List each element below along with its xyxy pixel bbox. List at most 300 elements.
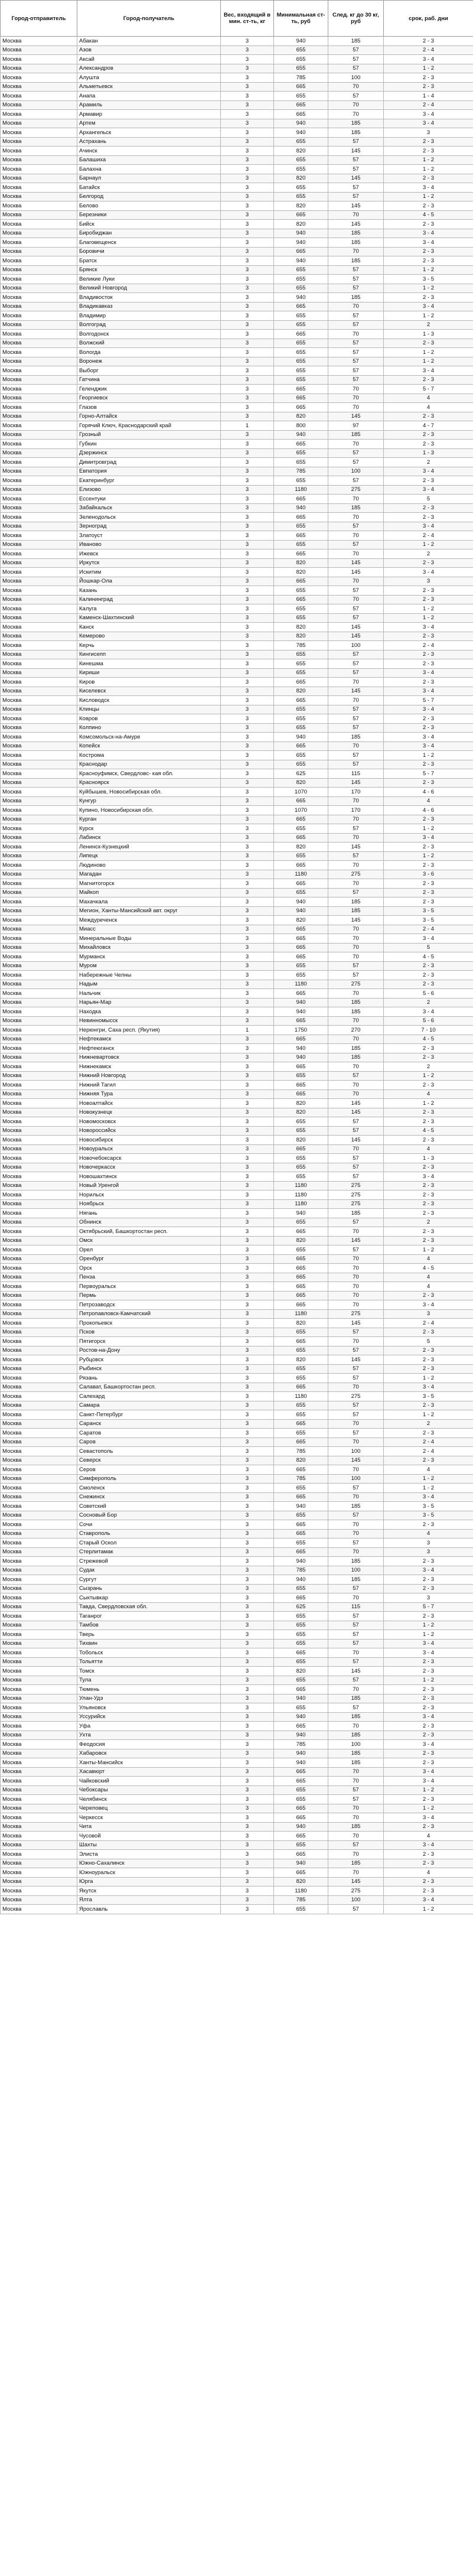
- cell-delivery-days: 2 - 3: [384, 430, 473, 440]
- cell-min-weight: 3: [221, 760, 274, 769]
- cell-next-kg-cost: 70: [328, 952, 384, 962]
- cell-next-kg-cost: 275: [328, 1199, 384, 1209]
- cell-min-cost: 1180: [274, 1887, 328, 1896]
- cell-origin: Москва: [1, 714, 77, 724]
- cell-min-weight: 3: [221, 1813, 274, 1823]
- cell-destination: Нижняя Тура: [77, 1089, 221, 1099]
- cell-delivery-days: 2 - 3: [384, 843, 473, 852]
- cell-next-kg-cost: 97: [328, 421, 384, 431]
- cell-min-cost: 1070: [274, 806, 328, 815]
- cell-min-cost: 1180: [274, 1309, 328, 1319]
- cell-origin: Москва: [1, 1383, 77, 1392]
- cell-min-cost: 820: [274, 687, 328, 696]
- cell-delivery-days: 2 - 3: [384, 1584, 473, 1593]
- cell-next-kg-cost: 57: [328, 1905, 384, 1914]
- cell-origin: Москва: [1, 843, 77, 852]
- header-origin-city: Город-отправитель: [1, 1, 77, 37]
- cell-min-weight: 3: [221, 357, 274, 366]
- cell-min-cost: 655: [274, 1657, 328, 1667]
- cell-next-kg-cost: 70: [328, 796, 384, 806]
- cell-delivery-days: 2 - 3: [384, 1429, 473, 1438]
- cell-min-cost: 940: [274, 229, 328, 238]
- cell-min-weight: 3: [221, 989, 274, 998]
- cell-origin: Москва: [1, 1731, 77, 1740]
- cell-min-cost: 820: [274, 568, 328, 577]
- cell-delivery-days: 2 - 3: [384, 1209, 473, 1218]
- cell-origin: Москва: [1, 100, 77, 110]
- cell-origin: Москва: [1, 1300, 77, 1310]
- cell-delivery-days: 3 - 4: [384, 1300, 473, 1310]
- cell-origin: Москва: [1, 201, 77, 211]
- cell-min-cost: 655: [274, 1374, 328, 1383]
- cell-min-cost: 655: [274, 155, 328, 165]
- cell-origin: Москва: [1, 1392, 77, 1401]
- cell-min-cost: 665: [274, 513, 328, 522]
- table-row: [1, 1593, 473, 1603]
- table-row: [1, 1731, 473, 1740]
- cell-origin: Москва: [1, 595, 77, 604]
- cell-delivery-days: 3 - 4: [384, 733, 473, 742]
- table-row: [1, 678, 473, 687]
- cell-origin: Москва: [1, 412, 77, 421]
- table-row: [1, 1785, 473, 1795]
- cell-next-kg-cost: 275: [328, 1181, 384, 1191]
- cell-delivery-days: 2 - 3: [384, 760, 473, 769]
- cell-min-weight: 3: [221, 714, 274, 724]
- cell-min-weight: 3: [221, 1612, 274, 1621]
- cell-destination: Кисловодск: [77, 696, 221, 705]
- cell-next-kg-cost: 70: [328, 1291, 384, 1300]
- cell-origin: Москва: [1, 1191, 77, 1200]
- cell-destination: Октябрьский, Башкортостан респ.: [77, 1227, 221, 1237]
- table-row: [1, 366, 473, 376]
- cell-origin: Москва: [1, 1209, 77, 1218]
- cell-next-kg-cost: 70: [328, 1593, 384, 1603]
- cell-delivery-days: 7 - 10: [384, 1026, 473, 1035]
- cell-min-weight: 3: [221, 1694, 274, 1703]
- cell-min-weight: 3: [221, 1648, 274, 1658]
- cell-delivery-days: 2 - 3: [384, 412, 473, 421]
- cell-min-cost: 655: [274, 668, 328, 678]
- cell-min-weight: 3: [221, 879, 274, 889]
- cell-destination: Челябинск: [77, 1795, 221, 1804]
- cell-min-weight: 3: [221, 1071, 274, 1081]
- cell-next-kg-cost: 57: [328, 1539, 384, 1548]
- cell-min-weight: 3: [221, 833, 274, 843]
- table-row: [1, 1667, 473, 1676]
- table-row: [1, 1456, 473, 1465]
- cell-destination: Южноуральск: [77, 1868, 221, 1878]
- cell-next-kg-cost: 57: [328, 659, 384, 669]
- cell-origin: Москва: [1, 741, 77, 751]
- cell-destination: Евпатория: [77, 467, 221, 476]
- cell-destination: Орск: [77, 1264, 221, 1273]
- cell-next-kg-cost: 100: [328, 1474, 384, 1484]
- cell-destination: Петрозаводск: [77, 1300, 221, 1310]
- cell-min-cost: 655: [274, 339, 328, 348]
- table-row: [1, 1511, 473, 1520]
- cell-min-cost: 655: [274, 55, 328, 64]
- cell-min-cost: 665: [274, 110, 328, 119]
- cell-next-kg-cost: 70: [328, 330, 384, 339]
- cell-next-kg-cost: 57: [328, 458, 384, 467]
- cell-delivery-days: 1 - 2: [384, 348, 473, 357]
- cell-next-kg-cost: 145: [328, 1319, 384, 1328]
- cell-destination: Гатчина: [77, 375, 221, 385]
- cell-origin: Москва: [1, 861, 77, 870]
- cell-next-kg-cost: 57: [328, 357, 384, 366]
- cell-min-cost: 820: [274, 916, 328, 925]
- cell-min-cost: 655: [274, 1785, 328, 1795]
- cell-min-cost: 665: [274, 1813, 328, 1823]
- cell-origin: Москва: [1, 311, 77, 321]
- cell-min-cost: 655: [274, 45, 328, 55]
- cell-min-cost: 665: [274, 1868, 328, 1878]
- table-row: [1, 1712, 473, 1722]
- cell-next-kg-cost: 57: [328, 348, 384, 357]
- table-row: [1, 64, 473, 73]
- cell-next-kg-cost: 57: [328, 155, 384, 165]
- cell-origin: Москва: [1, 1126, 77, 1136]
- cell-delivery-days: 2 - 4: [384, 1319, 473, 1328]
- cell-next-kg-cost: 70: [328, 1282, 384, 1292]
- cell-origin: Москва: [1, 1374, 77, 1383]
- cell-min-weight: 3: [221, 696, 274, 705]
- table-row: [1, 1199, 473, 1209]
- cell-min-weight: 3: [221, 37, 274, 46]
- cell-origin: Москва: [1, 586, 77, 596]
- cell-min-weight: 3: [221, 393, 274, 403]
- cell-next-kg-cost: 70: [328, 1685, 384, 1694]
- cell-delivery-days: 4: [384, 1254, 473, 1264]
- table-row: [1, 147, 473, 156]
- table-row: [1, 1832, 473, 1841]
- cell-next-kg-cost: 115: [328, 769, 384, 779]
- table-row: [1, 485, 473, 495]
- cell-origin: Москва: [1, 375, 77, 385]
- cell-min-cost: 940: [274, 1502, 328, 1511]
- cell-next-kg-cost: 70: [328, 1144, 384, 1154]
- cell-next-kg-cost: 70: [328, 513, 384, 522]
- cell-delivery-days: 2 - 3: [384, 293, 473, 303]
- cell-min-cost: 820: [274, 412, 328, 421]
- table-row: [1, 210, 473, 220]
- cell-origin: Москва: [1, 1044, 77, 1053]
- cell-min-weight: 3: [221, 916, 274, 925]
- table-row: [1, 1804, 473, 1813]
- cell-min-cost: 655: [274, 183, 328, 193]
- cell-destination: Геленджик: [77, 385, 221, 394]
- table-row: [1, 1117, 473, 1127]
- cell-delivery-days: 2 - 3: [384, 1136, 473, 1145]
- cell-destination: Нарьян-Мар: [77, 998, 221, 1007]
- cell-next-kg-cost: 57: [328, 1126, 384, 1136]
- table-row: [1, 174, 473, 183]
- cell-min-weight: 3: [221, 1630, 274, 1640]
- table-row: [1, 1657, 473, 1667]
- cell-origin: Москва: [1, 1236, 77, 1245]
- cell-min-weight: 3: [221, 971, 274, 980]
- cell-min-weight: 3: [221, 1254, 274, 1264]
- cell-next-kg-cost: 70: [328, 100, 384, 110]
- cell-next-kg-cost: 100: [328, 467, 384, 476]
- cell-next-kg-cost: 70: [328, 1465, 384, 1475]
- cell-min-weight: 3: [221, 1016, 274, 1026]
- cell-destination: Новочебоксарск: [77, 1154, 221, 1163]
- cell-min-cost: 665: [274, 1547, 328, 1557]
- cell-min-cost: 655: [274, 751, 328, 760]
- table-row: [1, 1062, 473, 1072]
- cell-delivery-days: 2 - 3: [384, 1850, 473, 1859]
- cell-origin: Москва: [1, 723, 77, 733]
- cell-delivery-days: 1 - 2: [384, 64, 473, 73]
- cell-min-cost: 1180: [274, 980, 328, 989]
- cell-origin: Москва: [1, 1859, 77, 1868]
- table-row: [1, 1447, 473, 1456]
- table-row: [1, 393, 473, 403]
- cell-delivery-days: 1 - 2: [384, 1621, 473, 1630]
- cell-next-kg-cost: 70: [328, 1547, 384, 1557]
- cell-next-kg-cost: 145: [328, 778, 384, 788]
- cell-origin: Москва: [1, 833, 77, 843]
- cell-next-kg-cost: 70: [328, 1254, 384, 1264]
- cell-destination: Юрга: [77, 1877, 221, 1887]
- cell-next-kg-cost: 170: [328, 806, 384, 815]
- cell-origin: Москва: [1, 495, 77, 504]
- cell-min-cost: 820: [274, 1355, 328, 1365]
- cell-min-weight: 3: [221, 851, 274, 861]
- cell-destination: Курган: [77, 815, 221, 824]
- cell-min-weight: 3: [221, 1383, 274, 1392]
- cell-destination: Чебоксары: [77, 1785, 221, 1795]
- table-row: [1, 1089, 473, 1099]
- cell-min-weight: 3: [221, 1264, 274, 1273]
- cell-origin: Москва: [1, 888, 77, 897]
- cell-destination: Глазов: [77, 403, 221, 412]
- cell-next-kg-cost: 145: [328, 843, 384, 852]
- cell-next-kg-cost: 185: [328, 1822, 384, 1832]
- cell-origin: Москва: [1, 1547, 77, 1557]
- cell-delivery-days: 3: [384, 1539, 473, 1548]
- cell-min-weight: 3: [221, 870, 274, 879]
- table-row: [1, 751, 473, 760]
- cell-origin: Москва: [1, 604, 77, 614]
- cell-delivery-days: 2 - 3: [384, 1081, 473, 1090]
- cell-destination: Балахна: [77, 165, 221, 174]
- cell-next-kg-cost: 57: [328, 1612, 384, 1621]
- cell-destination: Азов: [77, 45, 221, 55]
- cell-origin: Москва: [1, 1026, 77, 1035]
- cell-min-weight: 3: [221, 1144, 274, 1154]
- cell-origin: Москва: [1, 796, 77, 806]
- cell-min-weight: 3: [221, 1245, 274, 1255]
- table-row: [1, 577, 473, 586]
- table-row: [1, 1410, 473, 1420]
- cell-min-weight: 3: [221, 1703, 274, 1713]
- cell-min-cost: 655: [274, 522, 328, 531]
- cell-origin: Москва: [1, 1584, 77, 1593]
- cell-delivery-days: 3 - 4: [384, 1813, 473, 1823]
- cell-destination: Новый Уренгой: [77, 1181, 221, 1191]
- cell-origin: Москва: [1, 1410, 77, 1420]
- cell-min-cost: 655: [274, 586, 328, 596]
- cell-destination: Комсомольск-на-Амуре: [77, 733, 221, 742]
- table-row: [1, 1181, 473, 1191]
- cell-next-kg-cost: 70: [328, 1419, 384, 1429]
- cell-min-weight: 3: [221, 467, 274, 476]
- cell-origin: Москва: [1, 284, 77, 293]
- cell-min-weight: 3: [221, 952, 274, 962]
- cell-next-kg-cost: 57: [328, 45, 384, 55]
- table-row: [1, 458, 473, 467]
- cell-next-kg-cost: 185: [328, 128, 384, 138]
- cell-min-weight: 3: [221, 568, 274, 577]
- cell-next-kg-cost: 185: [328, 256, 384, 266]
- cell-min-cost: 665: [274, 1081, 328, 1090]
- cell-delivery-days: 2 - 3: [384, 1456, 473, 1465]
- table-row: [1, 540, 473, 549]
- cell-min-cost: 625: [274, 1602, 328, 1612]
- cell-destination: Тобольск: [77, 1648, 221, 1658]
- cell-delivery-days: 1 - 2: [384, 1676, 473, 1685]
- cell-delivery-days: 2 - 3: [384, 1355, 473, 1365]
- cell-min-cost: 785: [274, 1895, 328, 1905]
- cell-delivery-days: 4: [384, 393, 473, 403]
- cell-origin: Москва: [1, 1245, 77, 1255]
- cell-min-cost: 665: [274, 1291, 328, 1300]
- cell-origin: Москва: [1, 137, 77, 147]
- table-row: [1, 1154, 473, 1163]
- cell-destination: Иваново: [77, 540, 221, 549]
- cell-next-kg-cost: 185: [328, 1712, 384, 1722]
- cell-delivery-days: 2 - 3: [384, 1877, 473, 1887]
- cell-destination: Вологда: [77, 348, 221, 357]
- cell-next-kg-cost: 70: [328, 495, 384, 504]
- cell-destination: Ярославль: [77, 1905, 221, 1914]
- table-row: [1, 311, 473, 321]
- cell-destination: Владивосток: [77, 293, 221, 303]
- cell-next-kg-cost: 145: [328, 147, 384, 156]
- cell-next-kg-cost: 70: [328, 403, 384, 412]
- cell-origin: Москва: [1, 1676, 77, 1685]
- cell-delivery-days: 3 - 4: [384, 1767, 473, 1777]
- table-row: [1, 1722, 473, 1731]
- table-row: [1, 1840, 473, 1850]
- cell-min-weight: 3: [221, 45, 274, 55]
- cell-destination: Самара: [77, 1401, 221, 1410]
- cell-min-cost: 665: [274, 1062, 328, 1072]
- cell-destination: Минеральные Воды: [77, 934, 221, 944]
- cell-delivery-days: 2 - 3: [384, 256, 473, 266]
- table-row: [1, 925, 473, 934]
- cell-next-kg-cost: 57: [328, 1484, 384, 1493]
- cell-destination: Березники: [77, 210, 221, 220]
- table-row: [1, 1026, 473, 1035]
- table-row: [1, 1813, 473, 1823]
- table-row: [1, 302, 473, 311]
- cell-min-weight: 3: [221, 796, 274, 806]
- cell-origin: Москва: [1, 1108, 77, 1117]
- cell-min-cost: 1180: [274, 1199, 328, 1209]
- cell-min-weight: 3: [221, 1859, 274, 1868]
- table-row: [1, 714, 473, 724]
- cell-origin: Москва: [1, 1887, 77, 1896]
- cell-destination: Мурманск: [77, 952, 221, 962]
- table-row: [1, 531, 473, 541]
- table-row: [1, 1877, 473, 1887]
- cell-min-cost: 655: [274, 604, 328, 614]
- cell-delivery-days: 3 - 4: [384, 467, 473, 476]
- cell-next-kg-cost: 115: [328, 1602, 384, 1612]
- cell-origin: Москва: [1, 549, 77, 559]
- cell-origin: Москва: [1, 1465, 77, 1475]
- header-min-cost: Минимальная ст-ть, руб: [274, 1, 328, 37]
- cell-min-weight: 3: [221, 1602, 274, 1612]
- cell-destination: Купино, Новосибирская обл.: [77, 806, 221, 815]
- cell-next-kg-cost: 57: [328, 92, 384, 101]
- cell-origin: Москва: [1, 687, 77, 696]
- cell-min-cost: 655: [274, 760, 328, 769]
- cell-destination: Тула: [77, 1676, 221, 1685]
- cell-min-weight: 3: [221, 1437, 274, 1447]
- table-row: [1, 934, 473, 944]
- cell-origin: Москва: [1, 1694, 77, 1703]
- cell-next-kg-cost: 145: [328, 568, 384, 577]
- cell-origin: Москва: [1, 879, 77, 889]
- cell-next-kg-cost: 145: [328, 1667, 384, 1676]
- cell-destination: Уссурийск: [77, 1712, 221, 1722]
- cell-destination: Майкоп: [77, 888, 221, 897]
- cell-min-cost: 820: [274, 1108, 328, 1117]
- cell-next-kg-cost: 57: [328, 1657, 384, 1667]
- cell-delivery-days: 2 - 3: [384, 714, 473, 724]
- cell-next-kg-cost: 100: [328, 641, 384, 650]
- cell-next-kg-cost: 57: [328, 1346, 384, 1355]
- cell-min-weight: 3: [221, 1181, 274, 1191]
- table-row: [1, 1795, 473, 1804]
- cell-destination: Кострома: [77, 751, 221, 760]
- cell-destination: Пенза: [77, 1273, 221, 1282]
- cell-next-kg-cost: 275: [328, 870, 384, 879]
- cell-destination: Магадан: [77, 870, 221, 879]
- cell-origin: Москва: [1, 1071, 77, 1081]
- cell-destination: Белгород: [77, 192, 221, 201]
- cell-min-cost: 655: [274, 64, 328, 73]
- cell-delivery-days: 2 - 3: [384, 1694, 473, 1703]
- cell-next-kg-cost: 57: [328, 851, 384, 861]
- cell-min-cost: 665: [274, 989, 328, 998]
- cell-destination: Ноябрьск: [77, 1199, 221, 1209]
- table-row: [1, 92, 473, 101]
- table-row: [1, 1419, 473, 1429]
- cell-min-cost: 655: [274, 961, 328, 971]
- cell-min-cost: 940: [274, 1209, 328, 1218]
- cell-origin: Москва: [1, 458, 77, 467]
- cell-destination: Миасс: [77, 925, 221, 934]
- cell-min-cost: 665: [274, 1685, 328, 1694]
- cell-min-weight: 3: [221, 1319, 274, 1328]
- cell-min-cost: 1180: [274, 870, 328, 879]
- cell-min-weight: 3: [221, 961, 274, 971]
- cell-min-weight: 3: [221, 1465, 274, 1475]
- cell-min-cost: 655: [274, 659, 328, 669]
- cell-min-weight: 3: [221, 1355, 274, 1365]
- cell-destination: Судак: [77, 1566, 221, 1575]
- cell-next-kg-cost: 185: [328, 1859, 384, 1868]
- header-min-weight: Вес, входящий в мин. ст-ть, кг: [221, 1, 274, 37]
- cell-origin: Москва: [1, 1785, 77, 1795]
- cell-min-cost: 665: [274, 1529, 328, 1539]
